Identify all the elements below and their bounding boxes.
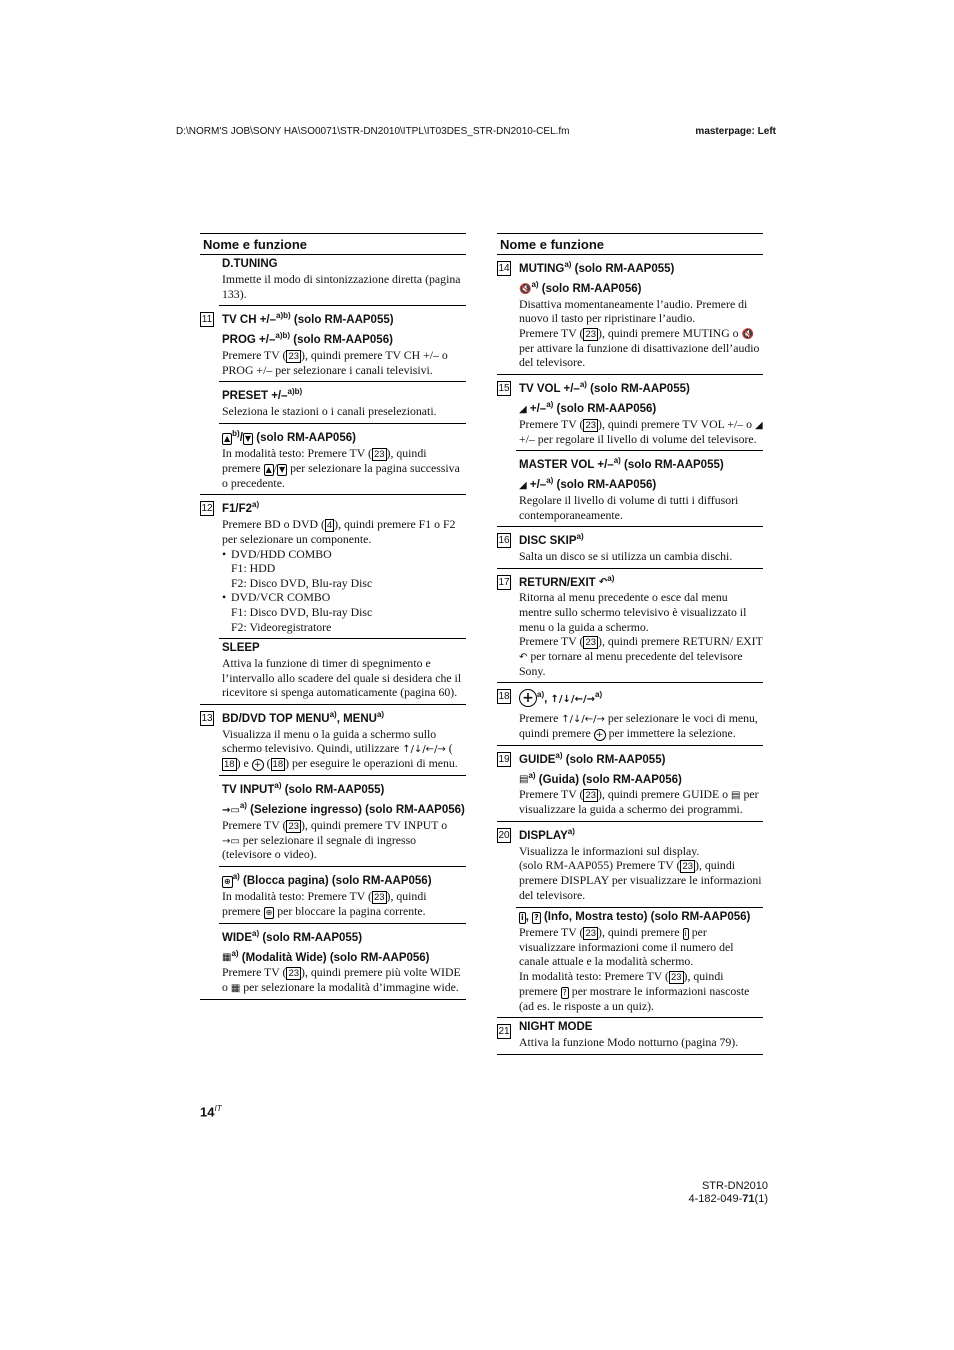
entry-15: 15 TV VOL +/–$^{a)}$ (solo RM-AAP055) ◢ +/–$^{a)}$ (solo RM-AAP056) Premere TV ( 23 ), quindi premere TV VOL +/– o ◢ +/– per regolare il livello di volume del televisore. MASTER VOL +/–$^{a)}$ (solo RM-AAP055) ◢ +/–$^{a)}$ (solo RM-AAP056) Regolare il livello di volume di tutti i diffusori contemporaneamente. (497, 375, 763, 527)
item-number: 12 (201, 503, 213, 515)
item-number: 15 (498, 383, 510, 395)
reveal-icon: ? (562, 987, 567, 997)
ref-23: 23 (288, 350, 300, 362)
reveal-icon: ? (534, 912, 539, 922)
guide-icon: ▤ (519, 774, 529, 786)
arrows-icon: ↑/↓/←/→ (550, 694, 595, 706)
return-icon: ↶ (519, 652, 528, 664)
item-number: 13 (201, 713, 213, 725)
guide-icon: ▤ (731, 790, 741, 802)
document-code: 4-182-049-71(1) (688, 1193, 768, 1205)
model-number: STR-DN2010 (701, 1180, 768, 1192)
item-number: 16 (498, 535, 510, 547)
file-path: D:\NORM'S JOB\SONY HA\SO0071\STR-DN2010\ITPL\IT03DES_STR-DN2010-CEL.fm (176, 126, 570, 137)
item-number: 21 (498, 1026, 510, 1038)
ref-4: 4 (326, 520, 333, 532)
dtuning-title: D.TUNING (222, 258, 278, 270)
entry-12: 12 F1/F2$^{a)}$ Premere BD o DVD ( 4 ), quindi premere F1 o F2 per selezionare un componente. • DVD/HDD COMBO F1: HDD F2: Disco DVD, Blu-ray Disc • DVD/VCR COMBO F1: Disco DVD, Blu-ray Disc F2: Videoregistratore SLEEP Attiva la funzione di timer di spegnimento e l’intervallo allo scadere del quale si desidera che il ricevitore si spenga automaticamente (pagina 60). (200, 495, 466, 705)
entry-21: 21 NIGHT MODE Attiva la funzione Modo notturno (pagina 79). (497, 1018, 763, 1055)
page-up-icon: ▲ (224, 433, 231, 443)
dtuning-desc: Immette il modo di sintonizzazione diretta (pagina 133). (222, 272, 461, 301)
info-icon: i (684, 928, 687, 938)
item-number: 18 (498, 691, 510, 703)
mute-icon: 🔇 (519, 283, 532, 295)
masterpage-label: masterpage: Left (695, 126, 776, 137)
footer-code (688, 1180, 768, 1206)
left-column (200, 233, 466, 1000)
entry-11: 11 TV CH +/–$^{a)b)}$ (solo RM-AAP055) PROG +/–$^{a)b)}$ (solo RM-AAP056) Premere TV ( 23 ), quindi premere TV CH +/– o PROG +/– per selezionare i canali televisivi. PRESET +/–$^{a)b)}$ Seleziona le stazioni o i canali preselezionati. ▲$^{b)}$/ ▼ (solo RM-AAP056) In modalità testo: Premere TV ( 23 ), quindi premere ▲ / ▼ per selezionare la pagina successiva o precedente. (200, 306, 466, 495)
item-number: 19 (498, 753, 510, 765)
item-number: 20 (498, 830, 510, 842)
entry-16: 16 DISC SKIP$^{a)}$ Salta un disco se si utilizza un cambia dischi. (497, 527, 763, 568)
enter-icon: + (594, 729, 606, 741)
info-icon: i (521, 912, 524, 922)
return-icon: ↶ (598, 577, 608, 589)
page-up-icon: ▲ (265, 464, 272, 474)
entry-14: 14 MUTING$^{a)}$ (solo RM-AAP055) 🔇$^{a)}$ (solo RM-AAP056) Disattiva momentaneamente l’audio. Premere di nuovo il tasto per ripristinare l’audio. Premere TV ( 23 ), quindi premere MUTING o 🔇 per attivare la funzione di disattivazione dell’audio del televisore. (497, 255, 763, 375)
volume-icon: ◢ (519, 403, 527, 415)
wide-icon: ▦ (222, 952, 232, 964)
arrows-icon: ↑/↓/←/→ (561, 714, 605, 726)
mute-icon: 🔇 (741, 328, 754, 340)
right-column (497, 233, 763, 1055)
volume-icon: ◢ (754, 419, 763, 431)
volume-icon: ◢ (519, 479, 527, 491)
enter-icon: + (519, 689, 537, 707)
enter-icon: + (252, 759, 264, 771)
page-down-icon: ▼ (244, 433, 252, 443)
arrows-icon: ↑/↓/←/→ (402, 744, 446, 756)
entry-19: 19 GUIDE$^{a)}$ (solo RM-AAP055) ▤$^{a)}$ (Guida) (solo RM-AAP056) Premere TV ( 23 ), quindi premere GUIDE o ▤ per visualizzare la guida a schermo dei programmi. (497, 746, 763, 822)
hold-icon: ⊕ (265, 907, 273, 917)
entry-dtuning (200, 255, 466, 306)
input-icon: →▭ (222, 835, 240, 847)
page-down-icon: ▼ (279, 464, 286, 474)
input-icon: →▭ (222, 804, 240, 816)
column-heading: Nome e funzione (497, 233, 763, 255)
entry-18: 18 + $^{a)}$, ↑/↓/←/→$^{a)}$ Premere ↑/↓/←/→ per selezionare le voci di menu, quindi premere + per immettere la selezione. (497, 683, 763, 745)
item-number: 17 (498, 576, 510, 588)
entry-17: 17 RETURN/EXIT ↶$^{a)}$ Ritorna al menu precedente o esce dal menu mentre sullo schermo televisivo è visualizzato il menu o la guida a schermo. Premere TV ( 23 ), quindi premere RETURN/ EXIT ↶ per tornare al menu precedente del televisore Sony. (497, 569, 763, 684)
column-heading: Nome e funzione (200, 233, 466, 255)
entry-13: 13 BD/DVD TOP MENU$^{a)}$, MENU$^{a)}$ Visualizza il menu o la guida a schermo sullo schermo televisivo. Quindi, utilizzare ↑/↓/←/→ (18 ) e + ( 18 ) per eseguire le operazioni di menu. TV INPUT$^{a)}$ (solo RM-AAP055) →▭$^{a)}$ (Selezione ingresso) (solo RM-AAP056) Premere TV ( 23 ), quindi premere TV INPUT o →▭ per selezionare il segnale di ingresso (televisore o video). ⊕$^{a)}$ (Blocca pagina) (solo RM-AAP056) In modalità testo: Premere TV ( 23 ), quindi premere ⊕ per bloccare la pagina corrente. WIDE$^{a)}$ (solo RM-AAP055) ▦$^{a)}$ (Modalità Wide) (solo RM-AAP056) Premere TV ( 23 ), quindi premere più volte WIDE o ▦ per selezionare la modalità d’immagine wide. (200, 705, 466, 1000)
hold-icon: ⊕ (224, 876, 231, 886)
entry-20: 20 DISPLAY$^{a)}$ Visualizza le informazioni sul display. (solo RM-AAP055) Premere TV ( 23 ), quindi premere DISPLAY per visualizzare le informazioni del televisore. i , ? (Info, Mostra testo) (solo RM-AAP056) Premere TV ( 23 ), quindi premere i per visualizzare informazioni come il numero del canale attuale e la modalità schermo. In modalità testo: Premere TV ( 23 ), quindi premere ? per mostrare le informazioni nascoste (ad es. le risposte a un quiz). (497, 822, 763, 1018)
item-number: 11 (201, 314, 213, 326)
wide-icon: ▦ (230, 983, 241, 995)
page-number: $14^{IT}$ (200, 1104, 222, 1120)
item-number: 14 (498, 263, 510, 274)
